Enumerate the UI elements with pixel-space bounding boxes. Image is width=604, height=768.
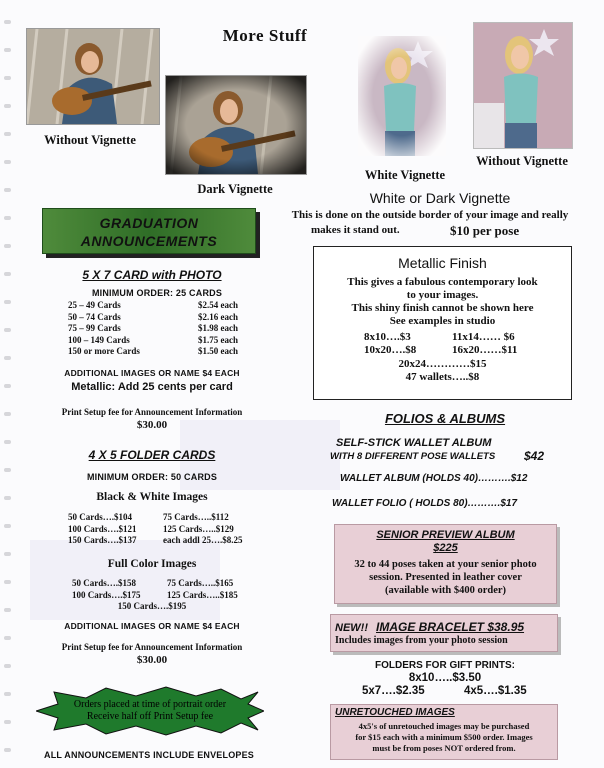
senior-preview-box xyxy=(334,524,557,604)
price-row xyxy=(68,535,253,547)
self-stick-price: $42 xyxy=(524,449,545,463)
card-5x7-price-list xyxy=(68,300,238,358)
caption-without-vignette-1: Without Vignette xyxy=(44,133,136,147)
self-stick-line1: SELF-STICK WALLET ALBUM xyxy=(336,437,492,449)
wallet-folio: WALLET FOLIO ( HOLDS 80)……….$17 xyxy=(332,498,518,509)
price-cell: 50 Cards….$104 xyxy=(68,512,133,522)
photo-guitar-dark-vignette xyxy=(165,75,307,175)
vignette-desc-line1: This is done on the outside border of your image and really xyxy=(291,209,569,221)
folder-4x5-heading: 4 X 5 FOLDER CARDS xyxy=(88,448,216,462)
price-cell: each addl 25….$8.25 xyxy=(163,535,243,545)
promo-line2: Receive half off Print Setup fee xyxy=(86,711,214,722)
metallic-price: 16x20……$11 xyxy=(452,344,518,356)
metallic-line2: to your images. xyxy=(406,289,479,301)
unretouched-box xyxy=(330,704,558,760)
metallic-price-row xyxy=(364,344,564,357)
price-row xyxy=(68,512,253,524)
card-5x7-heading: 5 X 7 CARD with PHOTO xyxy=(82,268,222,282)
vignette-desc-line2: makes it stand out. xyxy=(311,224,400,236)
price-row xyxy=(68,312,238,324)
senior-preview-desc1: 32 to 44 poses taken at your senior photo xyxy=(354,559,537,570)
price-cell: 125 Cards…..$185 xyxy=(167,589,238,600)
gift-folders-heading: FOLDERS FOR GIFT PRINTS: xyxy=(375,660,515,671)
senior-preview-price: $225 xyxy=(433,542,458,554)
price-row-price: $1.75 each xyxy=(198,334,238,345)
folder-4x5-minimum: MINIMUM ORDER: 50 CARDS xyxy=(86,472,218,482)
price-row-price: $2.54 each xyxy=(198,300,238,310)
gift-folders-8x10: 8x10…..$3.50 xyxy=(408,672,482,684)
price-cell: 75 Cards…..$165 xyxy=(167,578,234,588)
photo-blonde-without-vignette xyxy=(473,22,573,149)
price-row-label: 75 – 99 Cards xyxy=(68,323,121,333)
card-5x7-setup-label: Print Setup fee for Announcement Information xyxy=(61,407,243,417)
photo-blonde-white-vignette xyxy=(358,36,446,156)
price-cell: 50 Cards….$158 xyxy=(72,578,137,588)
gift-folders-5x7: 5x7….$2.35 xyxy=(362,685,425,697)
price-row-label: 50 – 74 Cards xyxy=(68,311,121,322)
card-5x7-setup-price: $30.00 xyxy=(136,419,168,431)
folder-color-last: 150 Cards….$195 xyxy=(117,601,187,611)
price-cell: 150 Cards….$137 xyxy=(68,535,137,545)
metallic-finish-box xyxy=(313,246,572,400)
price-row xyxy=(68,323,238,335)
wallet-album: WALLET ALBUM (HOLDS 40)……….$12 xyxy=(340,473,528,484)
folder-color-prices xyxy=(72,578,257,601)
metallic-price-row xyxy=(364,331,564,344)
folder-bw-prices xyxy=(68,512,253,547)
caption-without-vignette-2: Without Vignette xyxy=(476,154,568,168)
price-cell: 100 Cards….$121 xyxy=(68,523,137,534)
price-row xyxy=(68,300,238,312)
unretouched-line1: 4x5's of unretouched images may be purchased xyxy=(358,721,530,731)
binder-holes xyxy=(4,20,12,760)
photo-guitar-without-vignette xyxy=(26,28,160,125)
image-bracelet-box xyxy=(330,614,558,652)
banner-line2: ANNOUNCEMENTS xyxy=(80,233,218,249)
senior-preview-desc3: (available with $400 order) xyxy=(384,585,507,596)
price-cell: 125 Cards…..$129 xyxy=(163,523,234,534)
price-row-label: 25 – 49 Cards xyxy=(68,300,121,310)
graduation-announcements-banner xyxy=(42,208,256,254)
senior-preview-heading: SENIOR PREVIEW ALBUM xyxy=(376,529,515,541)
page-title: More Stuff xyxy=(222,26,308,45)
vignette-heading: White or Dark Vignette xyxy=(369,190,511,206)
bracelet-heading: IMAGE BRACELET $38.95 xyxy=(376,620,525,634)
unretouched-line2: for $15 each with a minimum $500 order. Images xyxy=(355,732,533,742)
card-5x7-minimum: MINIMUM ORDER: 25 CARDS xyxy=(91,288,223,298)
metallic-price: 10x20….$8 xyxy=(364,344,417,356)
metallic-price: 8x10….$3 xyxy=(364,331,411,343)
banner-line1: GRADUATION xyxy=(99,215,199,231)
unretouched-line3: must be from poses NOT ordered from. xyxy=(372,743,516,753)
senior-preview-desc2: session. Presented in leather cover xyxy=(369,572,522,583)
folder-4x5-setup-price: $30.00 xyxy=(136,654,168,666)
price-row-price: $2.16 each xyxy=(198,311,238,322)
caption-dark-vignette: Dark Vignette xyxy=(197,182,273,196)
metallic-price-wallets: 47 wallets…..$8 xyxy=(405,371,480,383)
card-5x7-metallic: Metallic: Add 25 cents per card xyxy=(71,381,233,393)
bracelet-new-label: NEW!! xyxy=(335,622,368,634)
price-row xyxy=(68,335,238,347)
price-row xyxy=(68,346,238,358)
folder-bw-heading: Black & White Images xyxy=(96,491,208,503)
card-5x7-additional: ADDITIONAL IMAGES OR NAME $4 EACH xyxy=(64,368,240,378)
metallic-line3: This shiny finish cannot be shown here xyxy=(351,302,534,314)
caption-white-vignette: White Vignette xyxy=(364,168,446,182)
price-cell: 100 Cards….$175 xyxy=(72,589,141,600)
price-row-label: 150 or more Cards xyxy=(68,346,140,356)
metallic-price: 11x14…… $6 xyxy=(452,331,515,343)
self-stick-line2: WITH 8 DIFFERENT POSE WALLETS xyxy=(330,451,496,462)
folios-heading: FOLIOS & ALBUMS xyxy=(384,411,506,426)
price-row-price: $1.50 each xyxy=(198,346,238,356)
price-cell: 75 Cards…..$112 xyxy=(163,512,229,522)
price-row-label: 100 – 149 Cards xyxy=(68,334,130,345)
price-row xyxy=(68,524,253,536)
metallic-line1: This gives a fabulous contemporary look xyxy=(347,276,538,288)
bracelet-desc: Includes images from your photo session xyxy=(335,635,508,646)
price-row xyxy=(72,590,257,602)
unretouched-heading: UNRETOUCHED IMAGES xyxy=(335,707,455,718)
price-row xyxy=(72,578,257,590)
promo-text xyxy=(60,699,240,723)
gift-folders-4x5: 4x5….$1.35 xyxy=(464,685,527,697)
metallic-price-20x24: 20x24…………$15 xyxy=(398,358,487,370)
folder-4x5-additional: ADDITIONAL IMAGES OR NAME $4 EACH xyxy=(64,621,240,631)
footer-envelopes: ALL ANNOUNCEMENTS INCLUDE ENVELOPES xyxy=(44,750,255,760)
folder-4x5-setup-label: Print Setup fee for Announcement Information xyxy=(61,642,243,652)
metallic-heading: Metallic Finish xyxy=(398,255,487,271)
folder-color-heading: Full Color Images xyxy=(107,558,197,570)
price-row-price: $1.98 each xyxy=(198,323,238,333)
metallic-line4: See examples in studio xyxy=(389,315,496,327)
promo-line1: Orders placed at time of portrait order xyxy=(73,699,227,710)
vignette-price: $10 per pose xyxy=(450,223,520,238)
